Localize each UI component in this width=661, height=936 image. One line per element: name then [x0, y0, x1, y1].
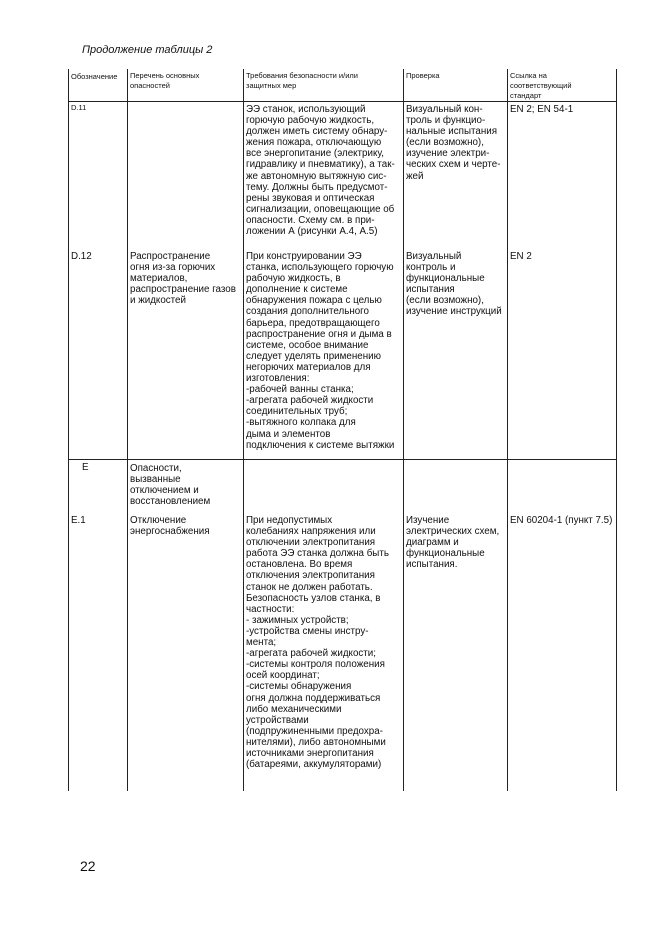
column-divider	[507, 69, 508, 791]
row-hazard: Опасности, вызванные отключением и восстановлением	[130, 463, 211, 508]
row-requirement: При недопустимых колебаниях напряжения или отключении электропитания работа ЭЭ станка должна быть остановлена. Во время отключения электропитания станок не должен работать. Безопасность узлов станка, в частности: - зажимных устройств; -устройства смены инстру- мента; -агрегата рабочей жидкости; -системы контроля положения осей координат; -системы обнаружения огня должна поддерживаться либо механическими устройствами (подпружиненными предохра- нителями), либо автономными источниками энергопитания (батареями, аккумуляторами)	[246, 515, 389, 771]
header-hazards: Перечень основных опасностей	[130, 71, 200, 90]
row-code: E	[82, 462, 89, 473]
row-code: D.12	[71, 251, 92, 262]
row-requirement: При конструировании ЭЭ станка, использующего горючую рабочую жидкость, в дополнение к системе обнаружения пожара с целью создания дополнительного барьера, предотвращающего распространение огня и дыма в системе, особое внимание следует уделять применению негорючих материалов для изготовления: -рабочей ванны станка; -агрегата рабочей жидкости соединительных труб; -вытяжного колпака для дыма и элементов подключения к системе вытяжки	[246, 251, 395, 451]
header-verification: Проверка	[406, 71, 440, 80]
row-verification: Визуальный кон- троль и функцио- нальные испытания (если возможно), изучение электри- ческих схем и черте- жей	[406, 104, 501, 182]
row-requirement: ЭЭ станок, использующий горючую рабочую жидкость, должен иметь систему обнару- жения пожара, отключающую все энергопитание (электрику, гидравлику и пневматику), а так- же автономную вытяжную сис- тему. Должны быть предусмот- рены звуковая и оптическая сигнализации, оповещающие об опасности. Схему см. в при- ложении А (рисунки А.4, А.5)	[246, 104, 395, 238]
row-standard: EN 2	[510, 251, 532, 262]
column-divider	[243, 69, 244, 791]
page-number: 22	[80, 858, 96, 874]
row-code: D.11	[71, 103, 87, 112]
header-designation: Обозначение	[71, 72, 118, 81]
row-divider	[68, 459, 617, 460]
column-divider	[403, 69, 404, 791]
row-hazard: Распространение огня из-за горючих материалов, распространение газов и жидкостей	[130, 251, 236, 307]
row-code: E.1	[71, 515, 86, 526]
row-standard: EN 2; EN 54-1	[510, 104, 574, 115]
header-requirements: Требования безопасности и/или защитных мер	[246, 71, 358, 90]
header-divider	[68, 101, 617, 102]
header-standard: Ссылка на соответствующий стандарт	[510, 71, 572, 100]
row-verification: Изучение электрических схем, диаграмм и функциональные испытания.	[406, 515, 500, 571]
column-divider	[127, 69, 128, 791]
row-standard: EN 60204-1 (пункт 7.5)	[510, 515, 613, 526]
row-hazard: Отключение энергоснабжения	[130, 515, 210, 538]
table-border-left	[68, 69, 69, 791]
row-verification: Визуальный контроль и функциональные испытания (если возможно), изучение инструкций	[406, 251, 502, 318]
table-caption: Продолжение таблицы 2	[82, 44, 213, 56]
table-border-right	[616, 69, 617, 791]
